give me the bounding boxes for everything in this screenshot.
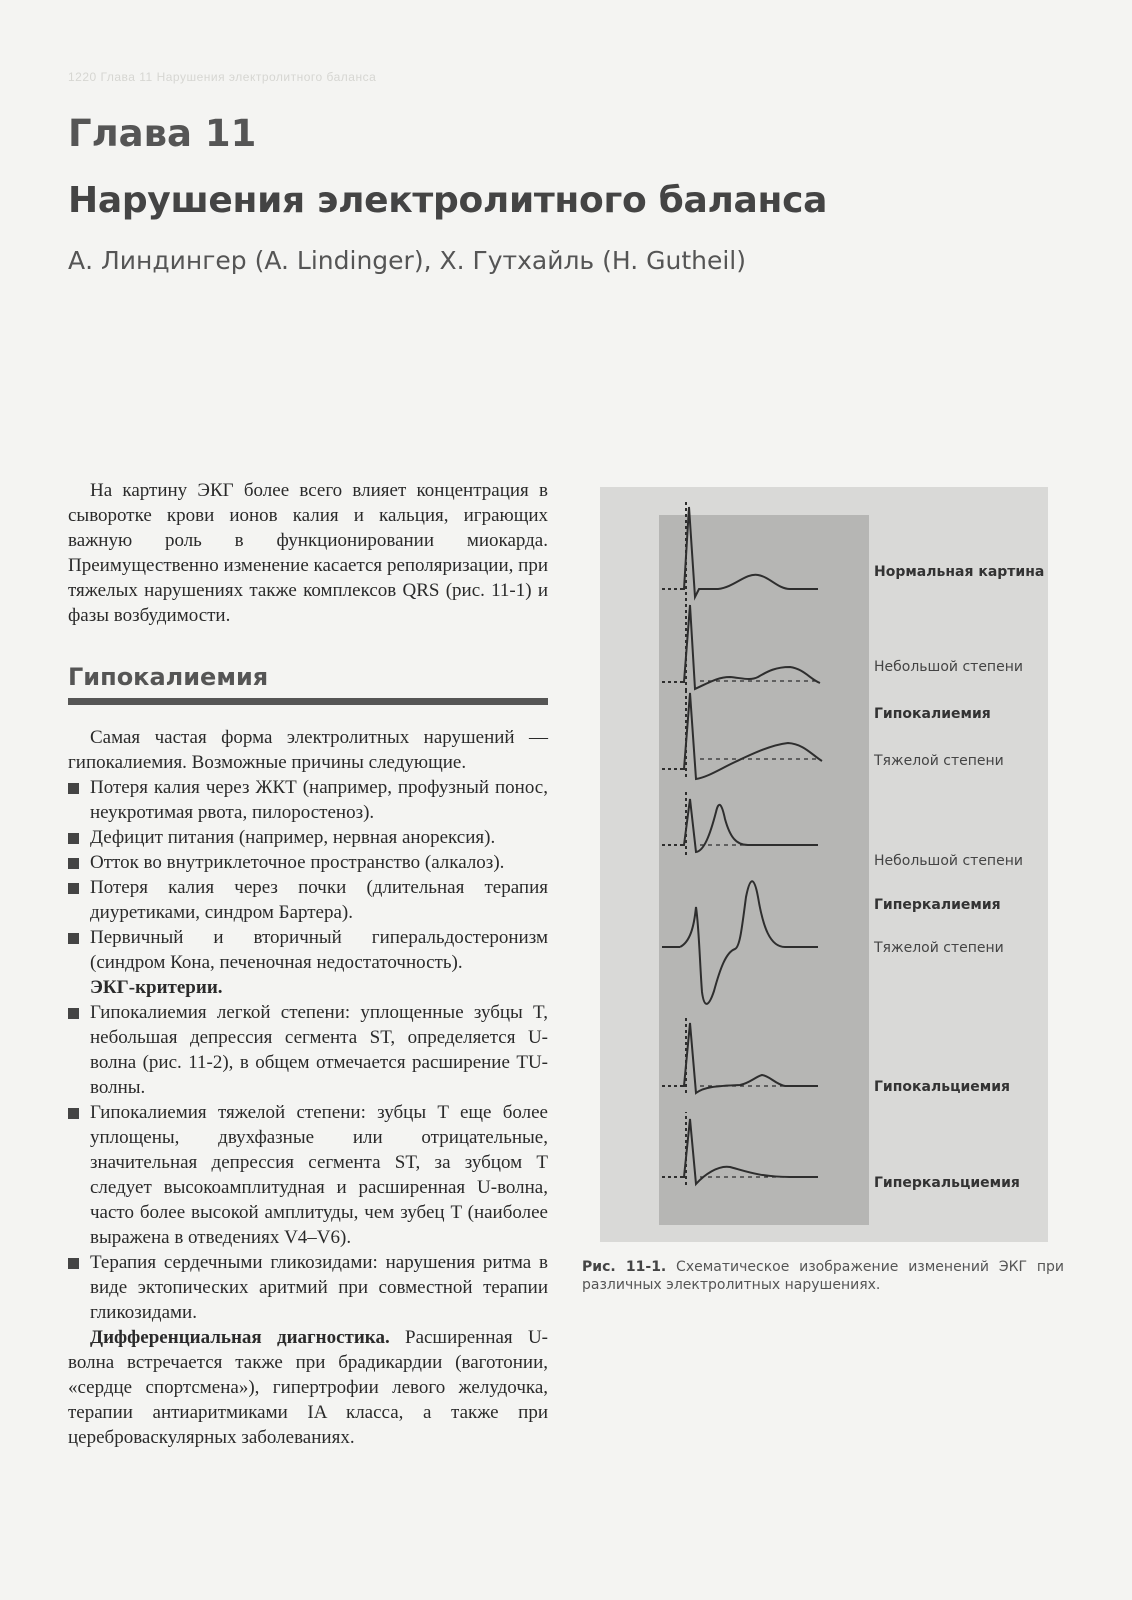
label-hypokalemia: Гипокалиемия <box>874 706 991 722</box>
list-item: Потеря калия через ЖКТ (например, профузный понос, неукротимая рвота, пилоростеноз). <box>68 775 548 825</box>
differential-label: Дифференциальная диагностика. <box>90 1327 390 1348</box>
label-hypokalemia-mild: Небольшой степени <box>874 659 1023 675</box>
chapter-authors: А. Линдингер (A. Lindinger), Х. Гутхайль (H. Gutheil) <box>68 246 747 275</box>
label-normal: Нормальная картина <box>874 564 1045 580</box>
differential-text: Расширенная U-волна встречается также при брадикардии (ваготонии, «сердце спортсмена»), гипертрофии левого желудочка, терапии антиаритмиками IA класса, а также при цереброваскулярных заболеваниях. <box>68 1327 548 1448</box>
criteria-heading: ЭКГ-критерии. <box>90 977 223 998</box>
figure-caption-text: Схематическое изображение изменений ЭКГ при различных электролитных нарушениях. <box>582 1259 1064 1293</box>
ecg-trace-hypokalemia-mild <box>662 597 820 691</box>
label-hypokalemia-severe: Тяжелой степени <box>874 753 1004 769</box>
intro-paragraph: На картину ЭКГ более всего влияет концентрация в сыворотке крови ионов калия и кальция, играющих важную роль в функционировании миокарда. Преимущественно изменение касается реполяризации, при тяжелых нарушениях также комплексов QRS (рис. 11-1) и фазы возбудимости. <box>68 480 548 626</box>
list-item: Дефицит питания (например, нервная анорексия). <box>68 825 548 850</box>
figure-caption-label: Рис. 11-1. <box>582 1259 667 1275</box>
ecg-trace-hypokalemia-severe <box>662 687 822 779</box>
ecg-trace-hypocalcemia <box>662 1015 818 1093</box>
list-item: Терапия сердечными гликозидами: нарушения ритма в виде эктопических аритмий при совместной терапии гликозидами. <box>68 1250 548 1325</box>
section-heading: Гипокалиемия <box>68 662 548 705</box>
list-item: Отток во внутриклеточное пространство (алкалоз). <box>68 850 548 875</box>
section-intro-paragraph: Самая частая форма электролитных нарушений — гипокалиемия. Возможные причины следующие. <box>68 727 548 773</box>
running-header: 1220 Глава 11 Нарушения электролитного баланса <box>68 70 377 84</box>
list-item: Первичный и вторичный гиперальдостеронизм (синдром Кона, печеночная недостаточность). <box>68 925 548 975</box>
list-item: Гипокалиемия легкой степени: уплощенные зубцы T, небольшая депрессия сегмента ST, определяется U-волна (рис. 11-2), в общем отмечается расширение TU-волны. <box>68 1000 548 1100</box>
causes-list <box>68 775 548 975</box>
ecg-trace-normal <box>662 502 818 597</box>
label-hyperkalemia-severe: Тяжелой степени <box>874 940 1004 956</box>
chapter-title: Нарушения электролитного баланса <box>68 180 828 221</box>
chapter-number: Глава 11 <box>68 112 257 155</box>
ecg-figure <box>600 487 1048 1242</box>
ecg-trace-hypercalcemia <box>662 1112 818 1185</box>
label-hyperkalemia: Гиперкалиемия <box>874 897 1001 913</box>
label-hypercalcemia: Гиперкальциемия <box>874 1175 1020 1191</box>
main-text-column <box>68 478 548 1450</box>
ecg-trace-hyperkalemia-mild <box>662 789 818 855</box>
differential-paragraph <box>68 1325 548 1450</box>
figure-caption <box>582 1258 1064 1294</box>
label-hyperkalemia-mild: Небольшой степени <box>874 853 1023 869</box>
ecg-trace-hyperkalemia-severe <box>662 881 818 1004</box>
list-item: Гипокалиемия тяжелой степени: зубцы T еще более уплощены, двухфазные или отрицательные, значительная депрессия сегмента ST, за зубцом T следует высокоамплитудная и расширенная U-волна, часто более высокой амплитуды, чем зубец T (наиболее выражена в отведениях V4–V6). <box>68 1100 548 1250</box>
label-hypocalcemia: Гипокальциемия <box>874 1079 1011 1095</box>
list-item: Потеря калия через почки (длительная терапия диуретиками, синдром Бартера). <box>68 875 548 925</box>
criteria-list <box>68 1000 548 1325</box>
